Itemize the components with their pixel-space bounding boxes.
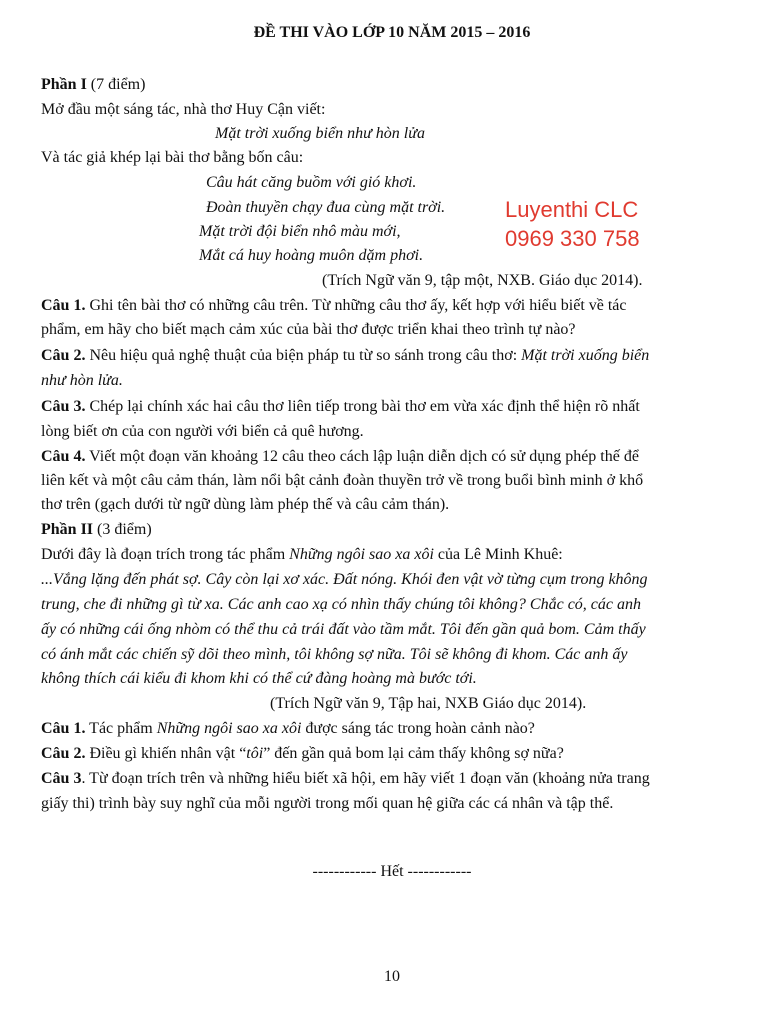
poem-opening-line: Mặt trời xuống biển như hòn lửa: [215, 125, 425, 142]
part1-intro: Mở đầu một sáng tác, nhà thơ Huy Cận viết:: [41, 101, 326, 118]
part1-points: (7 điểm): [86, 76, 146, 93]
poem-line-2: Đoàn thuyền chạy đua cùng mặt trời.: [206, 199, 446, 216]
p2-q3-line-1: Câu 3. Từ đoạn trích trên và những hiểu biết xã hội, em hãy viết 1 đoạn văn (khoảng nửa trang: [41, 770, 650, 787]
p1-q4-line-2: liên kết và một câu cảm thán, làm nổi bật cảnh đoàn thuyền trở về trong buổi bình minh ở khổ: [41, 472, 644, 489]
p2-q1-label: Câu 1.: [41, 720, 86, 737]
p1-q1-line-2: phẩm, em hãy cho biết mạch cảm xúc của bài thơ được triển khai theo trình tự nào?: [41, 321, 576, 338]
p1-q4-line-1: Câu 4. Viết một đoạn văn khoảng 12 câu theo cách lập luận diễn dịch có sử dụng phép thế để: [41, 448, 639, 465]
part1-heading: Phần I: [41, 76, 87, 93]
p1-q2-line-1: Câu 2. Nêu hiệu quả nghệ thuật của biện pháp tu từ so sánh trong câu thơ: Mặt trời xuống biển: [41, 347, 650, 364]
part2-heading-line: [41, 520, 152, 540]
p1-q3-line-2: lòng biết ơn của con người với biển cả quê hương.: [41, 423, 364, 440]
end-mark: ------------ Hết ------------: [312, 863, 472, 880]
p2-q2-line: Câu 2. Điều gì khiến nhân vật “tôi” đến gần quả bom lại cảm thấy không sợ nữa?: [41, 745, 564, 762]
part1-source: (Trích Ngữ văn 9, tập một, NXB. Giáo dục 2014).: [322, 272, 643, 289]
part2-heading: Phần II: [41, 521, 94, 538]
p1-q4-line-3: thơ trên (gạch dưới từ ngữ dùng làm phép thế và câu cảm thán).: [41, 496, 450, 513]
excerpt-line-2: trung, che đi những gì từ xa. Các anh cao xạ có nhìn thấy chúng tôi không? Chắc có, các anh: [41, 596, 642, 613]
page-number: 10: [384, 968, 400, 985]
watermark-name: Luyenthi CLC: [505, 197, 639, 222]
p1-q3-line-1: Câu 3. Chép lại chính xác hai câu thơ liên tiếp trong bài thơ em vừa xác định thể hiện rõ nhất: [41, 398, 640, 415]
excerpt-line-1: ...Vắng lặng đến phát sợ. Cây còn lại xơ xác. Đất nóng. Khói đen vật vờ từng cụm trong không: [41, 571, 648, 588]
p1-q4-label: Câu 4.: [41, 448, 86, 465]
excerpt-line-3: ấy có những cái ống nhòm có thể thu cả trái đất vào tầm mắt. Tôi đến gần quả bom. Cảm thấy: [41, 621, 646, 638]
poem-line-4: Mắt cá huy hoàng muôn dặm phơi.: [199, 247, 424, 264]
excerpt-line-4: có ánh mắt các chiến sỹ dõi theo mình, tôi không sợ nữa. Tôi sẽ không đi khom. Các anh ấy: [41, 646, 628, 663]
part1-heading-line: [41, 75, 145, 95]
p1-q2-line-2: như hòn lửa.: [41, 372, 123, 389]
p1-q1-label: Câu 1.: [41, 297, 86, 314]
exam-title: ĐỀ THI VÀO LỚP 10 NĂM 2015 – 2016: [253, 24, 531, 41]
p2-q3-label: Câu 3: [41, 770, 82, 787]
p1-q3-label: Câu 3.: [41, 398, 86, 415]
part2-intro: Dưới đây là đoạn trích trong tác phẩm Những ngôi sao xa xôi của Lê Minh Khuê:: [41, 546, 563, 563]
part2-points: (3 điểm): [93, 521, 152, 538]
p2-q1-line: Câu 1. Tác phẩm Những ngôi sao xa xôi được sáng tác trong hoàn cảnh nào?: [41, 720, 535, 737]
p2-q3-line-2: giấy thi) trình bày suy nghĩ của mỗi người trong mối quan hệ giữa các cá nhân và tập thể.: [41, 795, 614, 812]
p1-q1-line-1: Câu 1. Ghi tên bài thơ có những câu trên. Từ những câu thơ ấy, kết hợp với hiểu biết về tác: [41, 297, 627, 314]
watermark-phone: 0969 330 758: [505, 226, 640, 251]
poem-line-1: Câu hát căng buồm với gió khơi.: [206, 174, 417, 191]
p2-q2-label: Câu 2.: [41, 745, 86, 762]
poem-line-3: Mặt trời đội biển nhô màu mới,: [199, 223, 401, 240]
p1-q2-label: Câu 2.: [41, 347, 86, 364]
part2-source: (Trích Ngữ văn 9, Tập hai, NXB Giáo dục 2014).: [270, 695, 587, 712]
excerpt-line-5: không thích cái kiểu đi khom khi có thể cứ đàng hoàng mà bước tới.: [41, 670, 477, 687]
part1-closing-intro: Và tác giả khép lại bài thơ bằng bốn câu:: [41, 149, 304, 166]
